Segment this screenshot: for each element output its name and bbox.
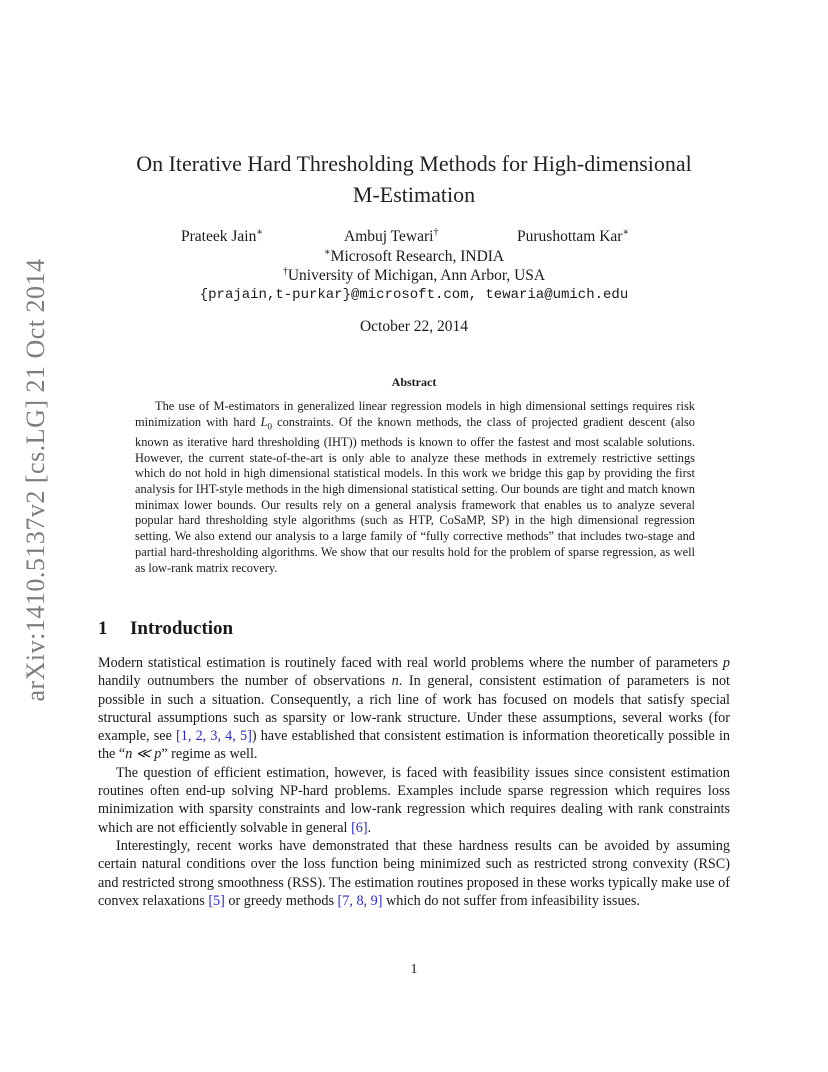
author-1: Prateek Jain∗ <box>181 226 264 245</box>
section-heading <box>98 618 233 640</box>
paragraph-1: Modern statistical estimation is routinely faced with real world problems where the number of parameters p handily outnumbers the number of observations n. In general, consistent estimation of parameters is not possible in such a situation. Consequently, a rich line of work has focused on models that satisfy special structural assumptions such as sparsity or low-rank structure. Under these assumptions, several works (for example, see [1, 2, 3, 4, 5]) have established that consistent estimation is information theoretically possible in the “n ≪ p” regime as well. <box>98 655 730 763</box>
affiliation-2: †University of Michigan, Ann Arbor, USA <box>282 265 546 284</box>
author-3: Purushottam Kar∗ <box>517 226 630 245</box>
author-list <box>0 228 828 248</box>
page-number: 1 <box>410 962 418 977</box>
paper-date: October 22, 2014 <box>359 318 469 335</box>
section-body <box>98 654 730 910</box>
paper-title <box>60 148 768 210</box>
arxiv-identifier: arXiv:1410.5137v2 [cs.LG] 21 Oct 2014 <box>21 258 50 702</box>
citation-link[interactable]: [1, 2, 3, 4, 5] <box>176 728 252 745</box>
affiliation-1: ∗Microsoft Research, INDIA <box>323 246 505 265</box>
author-2: Ambuj Tewari† <box>344 226 439 245</box>
author-emails: {prajain,t-purkar}@microsoft.com, tewaria@umich.edu <box>199 287 629 303</box>
section-number: 1 <box>98 618 108 639</box>
citation-link[interactable]: [6] <box>351 819 368 836</box>
title-line-2: M-Estimation <box>352 182 476 207</box>
section-title: Introduction <box>130 618 234 639</box>
paragraph-2: The question of efficient estimation, however, is faced with feasibility issues since consistent estimation routines often end-up solving NP-hard problems. Examples include sparse regression which requires loss minimization with sparsity constraints and low-rank regression which requires dealing with rank constraints which are not efficiently solvable in general [6]. <box>98 764 730 836</box>
title-line-1: On Iterative Hard Thresholding Methods for High-dimensional <box>136 151 692 176</box>
citation-link[interactable]: [7, 8, 9] <box>337 892 383 909</box>
abstract-heading: Abstract <box>391 375 437 389</box>
paragraph-3: Interestingly, recent works have demonstrated that these hardness results can be avoided by assuming certain natural conditions over the loss function being minimized such as restricted strong convexity (RSC) and restricted strong smoothness (RSS). The estimation routines proposed in these works typically make use of convex relaxations [5] or greedy methods [7, 8, 9] which do not suffer from infeasibility issues. <box>98 837 730 909</box>
citation-link[interactable]: [5] <box>208 892 225 909</box>
abstract-text: The use of M-estimators in generalized linear regression models in high dimensional settings requires risk minimization with hard $L_0$ constraints. Of the known methods, the class of projected gradient descent (also known as iterative hard thresholding (IHT)) methods is known to offer the fastest and most scalable solutions. However, the current state-of-the-art is only able to analyze these methods in extremely restrictive settings which do not hold in high dimensional statistical models. In this work we bridge this gap by providing the first analysis for IHT-style methods in the high dimensional statistical setting. Our bounds are tight and match known minimax lower bounds. Our results rely on a general analysis framework that enables us to analyze several popular hard thresholding style algorithms (such as HTP, CoSaMP, SP) in the high dimensional regression setting. We also extend our analysis to a large family of “fully corrective methods” that includes two-stage and partial hard-thresholding algorithms. We show that our results hold for the problem of sparse regression, as well as low-rank matrix recovery. <box>135 399 695 575</box>
